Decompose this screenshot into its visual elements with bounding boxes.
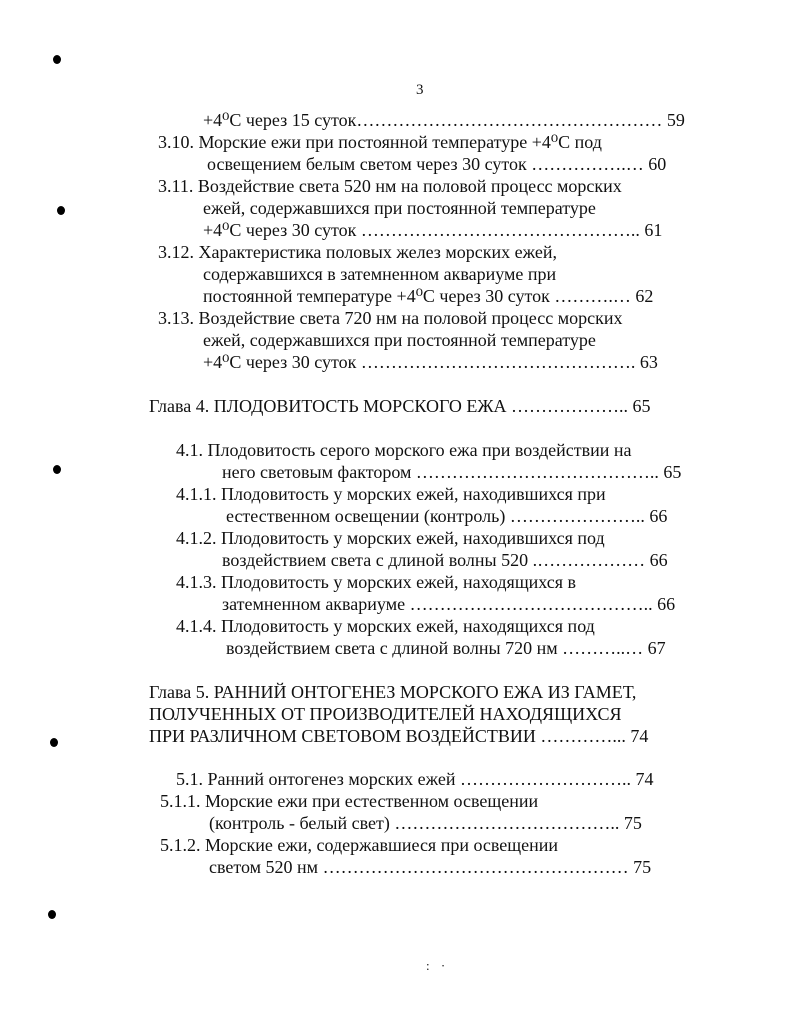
toc-line: 3.11. Воздействие света 520 нм на половой процесс морских xyxy=(158,176,622,196)
footer-mark: : · xyxy=(426,958,450,973)
toc-line: (контроль - белый свет) ……………………………….. 75 xyxy=(209,813,642,833)
punch-hole xyxy=(50,738,58,747)
chapter-heading: Глава 4. ПЛОДОВИТОСТЬ МОРСКОГО ЕЖА ……………….. 65 xyxy=(149,396,651,416)
punch-hole xyxy=(48,910,56,919)
toc-line: 5.1.2. Морские ежи, содержавшиеся при освещении xyxy=(160,835,559,855)
toc-line: ежей, содержавшихся при постоянной температуре xyxy=(203,198,596,218)
toc-line: светом 520 нм …………………………………………… 75 xyxy=(209,857,652,877)
chapter-heading: Глава 5. РАННИЙ ОНТОГЕНЕЗ МОРСКОГО ЕЖА ИЗ ГАМЕТ, xyxy=(149,682,637,702)
toc-line: затемненном аквариуме ………………………………….. 66 xyxy=(222,594,676,614)
toc-line: 4.1.1. Плодовитость у морских ежей, находившихся при xyxy=(176,484,606,504)
toc-line: 4.1.2. Плодовитость у морских ежей, находившихся под xyxy=(176,528,605,548)
toc-line: 5.1. Ранний онтогенез морских ежей ……………………….. 74 xyxy=(176,769,654,789)
toc-line: естественном освещении (контроль) ………………….. 66 xyxy=(226,506,668,526)
toc-line: воздействием света с длиной волны 720 нм ………..… 67 xyxy=(226,638,666,658)
toc-line: +4⁰С через 30 суток ……………………………………….. 61 xyxy=(203,220,663,240)
toc-line: 4.1.3. Плодовитость у морских ежей, находящихся в xyxy=(176,572,577,592)
toc-line: +4⁰С через 30 суток ………………………………………. 63 xyxy=(203,352,658,372)
toc-line: 4.1. Плодовитость серого морского ежа при воздействии на xyxy=(176,440,632,460)
toc-line: 3.12. Характеристика половых желез морских ежей, xyxy=(158,242,557,262)
chapter-heading: ПОЛУЧЕННЫХ ОТ ПРОИЗВОДИТЕЛЕЙ НАХОДЯЩИХСЯ xyxy=(149,704,622,724)
toc-line: освещением белым светом через 30 суток …………….… 60 xyxy=(207,154,667,174)
punch-hole xyxy=(53,465,61,474)
toc-line: 4.1.4. Плодовитость у морских ежей, находящихся под xyxy=(176,616,595,636)
toc-line: +4⁰С через 15 суток…………………………………………… 59 xyxy=(203,110,685,130)
toc-line: 5.1.1. Морские ежи при естественном освещении xyxy=(160,791,539,811)
punch-hole xyxy=(57,206,65,215)
toc-line: 3.10. Морские ежи при постоянной температуре +4⁰С под xyxy=(158,132,602,152)
page-number: 3 xyxy=(416,82,424,98)
punch-hole xyxy=(53,55,61,64)
toc-line: постоянной температуре +4⁰С через 30 суток ……….… 62 xyxy=(203,286,654,306)
toc-line: содержавшихся в затемненном аквариуме при xyxy=(203,264,557,284)
toc-line: него световым фактором ………………………………….. 65 xyxy=(222,462,682,482)
toc-line: воздействием света с длиной волны 520 .……………… 66 xyxy=(222,550,668,570)
toc-line: ежей, содержавшихся при постоянной температуре xyxy=(203,330,596,350)
chapter-heading: ПРИ РАЗЛИЧНОМ СВЕТОВОМ ВОЗДЕЙСТВИИ …………... 74 xyxy=(149,726,649,746)
toc-line: 3.13. Воздействие света 720 нм на половой процесс морских xyxy=(158,308,623,328)
